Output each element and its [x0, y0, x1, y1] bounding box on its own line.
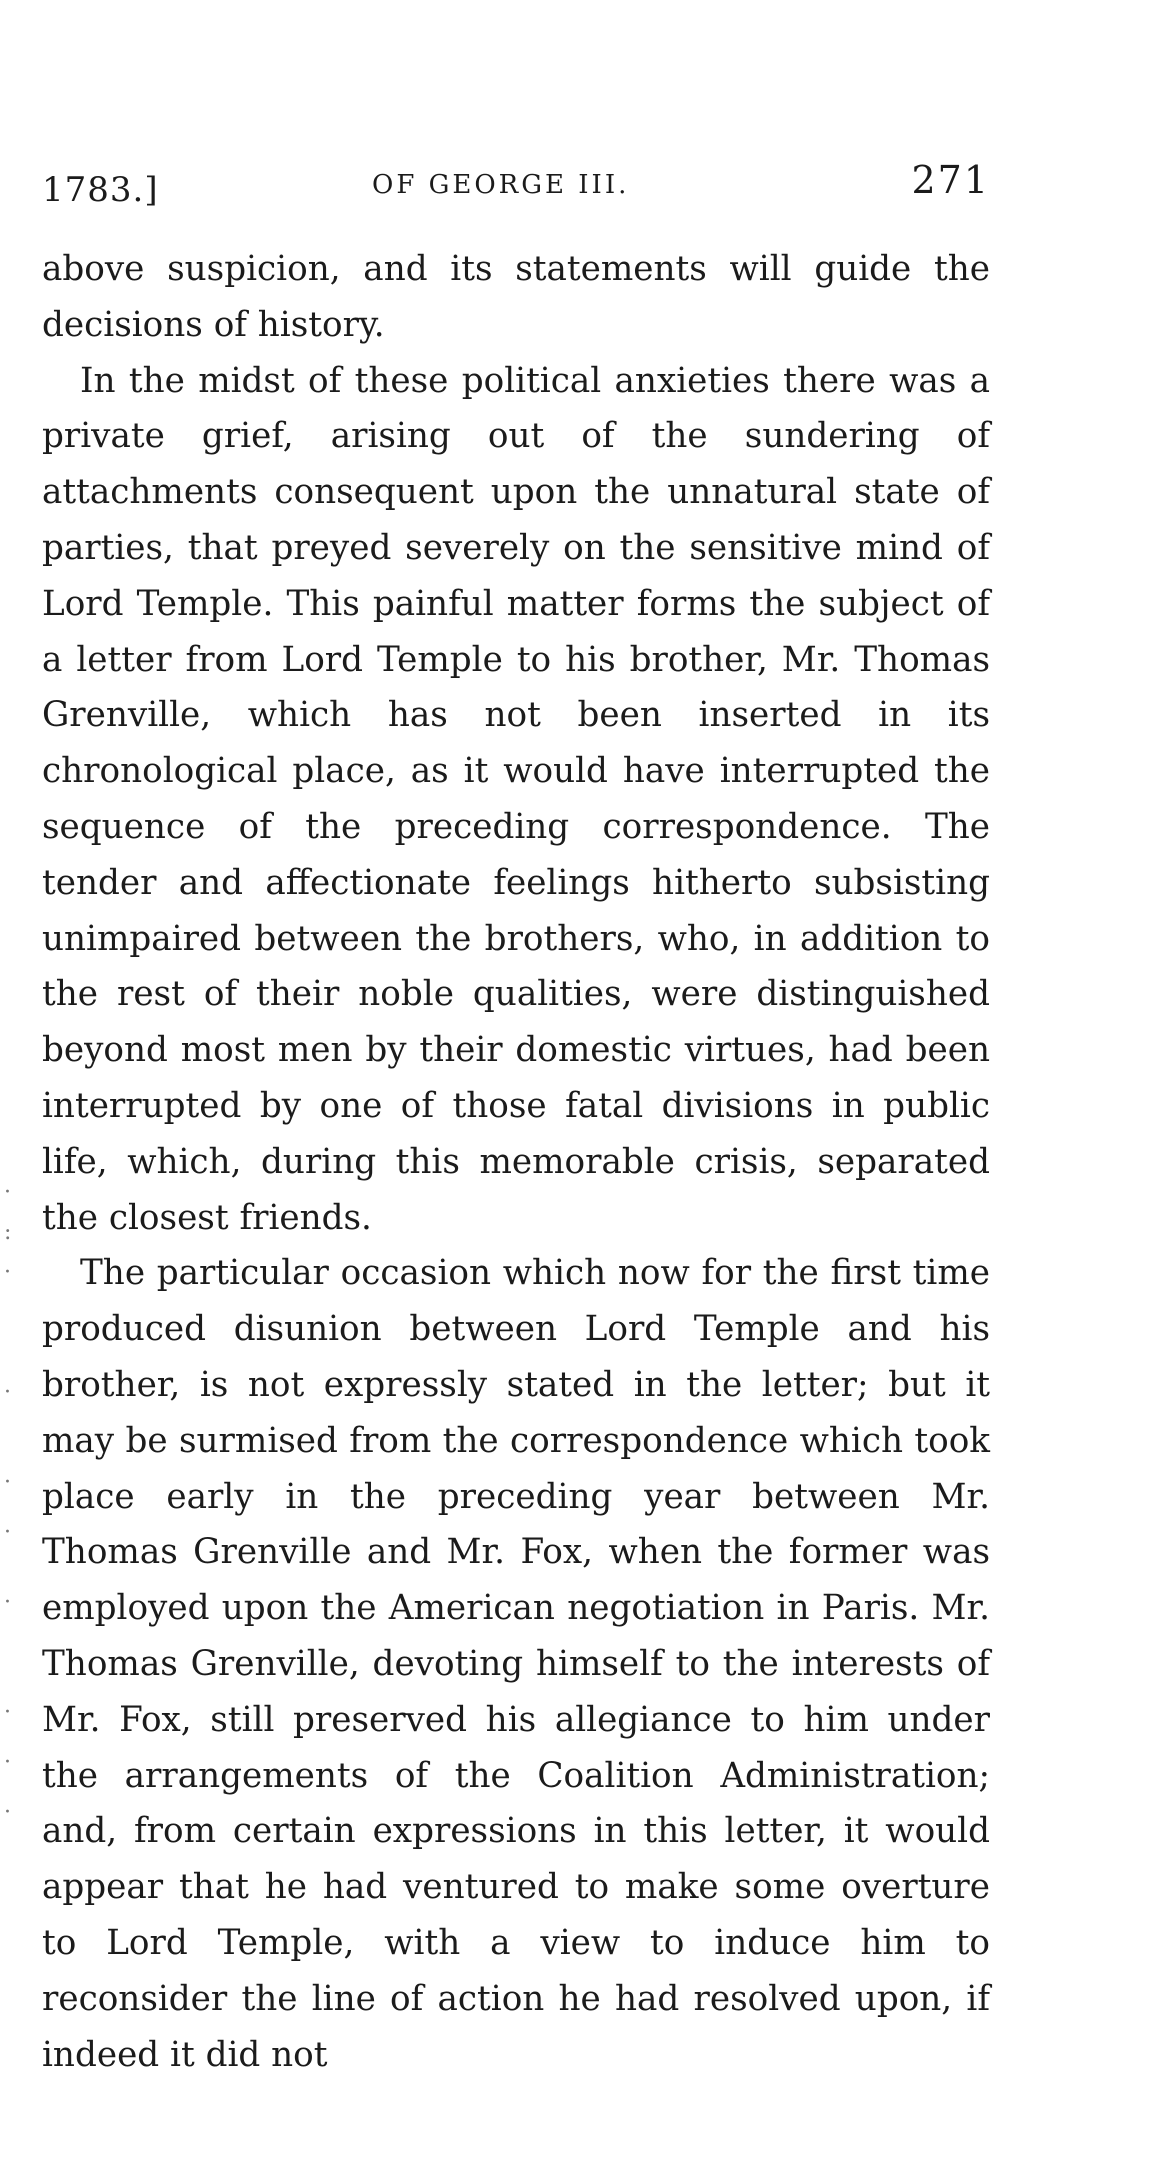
running-head-title: OF GEORGE III. [372, 170, 630, 200]
paragraph: The particular occasion which now for the first time produced disunion between Lord Temple and his brother, is not expressly stated in the letter; but it may be surmised from the correspondence which took place early in the preceding year between Mr. Thomas Grenville and Mr. Fox, when the former was employed upon the American negotiation in Paris. Mr. Thomas Grenville, devoting himself to the interests of Mr. Fox, still preserved his allegiance to him under the arrangements of the Coalition Administration; and, from certain expressions in this letter, it would appear that he had ventured to make some overture to Lord Temple, with a view to induce him to reconsider the line of action he had resolved upon, if indeed it did not [42, 1253, 990, 2075]
page-number: 271 [911, 158, 990, 202]
running-head-year: 1783.] [42, 170, 159, 210]
running-head [42, 158, 990, 218]
paragraph: In the midst of these political anxieties there was a private grief, arising out of the sundering of attachments consequent upon the unnatural state of parties, that preyed severely on the sensitive mind of Lord Temple. This painful matter forms the subject of a letter from Lord Temple to his brother, Mr. Thomas Grenville, which has not been inserted in its chronological place, as it would have interrupted the sequence of the preceding correspondence. The tender and affectionate feelings hitherto subsisting unimpaired between the brothers, who, in addition to the rest of their noble qualities, were distinguished beyond most men by their domestic virtues, had been interrupted by one of those fatal divisions in public life, which, during this memorable crisis, separated the closest friends. [42, 360, 990, 1238]
paragraph-continued: above suspicion, and its statements will guide the decisions of history. [42, 249, 990, 345]
body-text [42, 242, 990, 2083]
scan-margin-artifacts: · : · · · · · · · · [4, 1180, 12, 1825]
